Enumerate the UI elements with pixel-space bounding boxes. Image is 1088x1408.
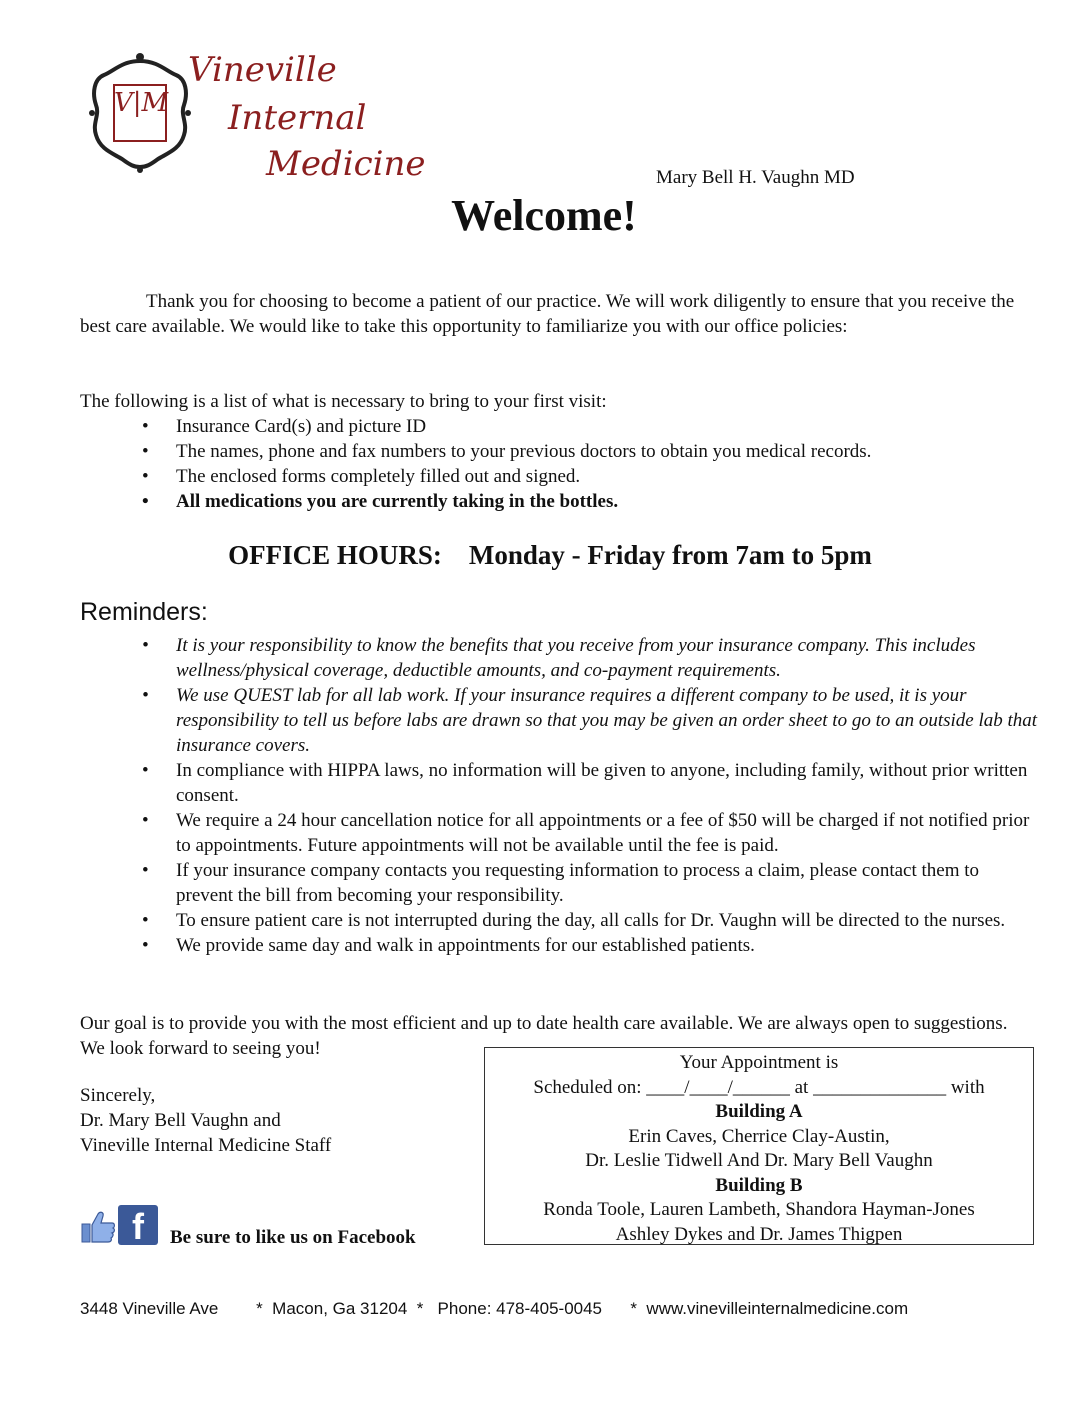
logo-line-1: Vineville <box>188 50 337 90</box>
bring-section <box>80 389 1035 514</box>
signoff-line-2: Dr. Mary Bell Vaughn and <box>80 1110 281 1131</box>
appointment-box <box>484 1047 1034 1245</box>
page-title: Welcome! <box>451 191 637 240</box>
list-item: • To ensure patient care is not interrupted during the day, all calls for Dr. Vaughn will be directed to the nurses. <box>80 908 1040 933</box>
logo-line-2: Internal <box>228 98 367 138</box>
facebook-icon[interactable]: f <box>118 1205 158 1245</box>
building-a-heading: Building A <box>715 1101 803 1122</box>
office-hours <box>0 540 1088 571</box>
list-item: • All medications you are currently taking in the bottles. <box>80 489 1035 514</box>
intro-paragraph: Thank you for choosing to become a patient of our practice. We will work diligently to ensure that you receive the best care available. We would like to take this opportunity to familiarize you with our office policies: <box>80 291 1015 337</box>
list-item: • If your insurance company contacts you requesting information to process a claim, please contact them to prevent the bill from becoming your responsibility. <box>80 858 1040 908</box>
signoff <box>80 1083 460 1158</box>
list-item: • Insurance Card(s) and picture ID <box>80 414 1035 439</box>
list-item: • We use QUEST lab for all lab work. If your insurance requires a different company to be used, it is your responsibility to tell us before labs are drawn so that you may be given an order sheet to go to an outside lab that insurance covers. <box>80 683 1040 758</box>
signoff-line-1: Sincerely, <box>80 1085 156 1106</box>
office-hours-label: OFFICE HOURS: <box>228 540 442 570</box>
logo-line-3: Medicine <box>266 144 426 184</box>
building-b-staff-2: Ashley Dykes and Dr. James Thigpen <box>615 1223 903 1245</box>
building-a-staff-1: Erin Caves, Cherrice Clay-Austin, <box>628 1125 890 1147</box>
building-b-staff-1: Ronda Toole, Lauren Lambeth, Shandora Hayman-Jones <box>543 1199 975 1220</box>
doctor-name: Mary Bell H. Vaughn MD <box>656 167 855 188</box>
list-item: • The enclosed forms completely filled out and signed. <box>80 464 1035 489</box>
list-item: • We provide same day and walk in appointments for our established patients. <box>80 933 1040 958</box>
footer-contact: 3448 Vineville Ave * Macon, Ga 31204 * Phone: 478-405-0045 * www.vinevilleinternalmedicine.com <box>80 1299 909 1318</box>
list-item: • The names, phone and fax numbers to your previous doctors to obtain you medical records. <box>80 439 1035 464</box>
building-b-heading: Building B <box>715 1174 803 1196</box>
practice-logo <box>88 48 438 188</box>
thumbs-up-icon[interactable] <box>80 1210 116 1244</box>
facebook-like-text[interactable]: Be sure to like us on Facebook <box>170 1227 416 1248</box>
reminders-title: Reminders: <box>80 598 208 626</box>
building-a-staff-2: Dr. Leslie Tidwell And Dr. Mary Bell Vaughn <box>585 1150 933 1171</box>
bring-intro: The following is a list of what is necessary to bring to your first visit: <box>80 391 607 412</box>
bring-list <box>0 414 1035 514</box>
goal-paragraph: Our goal is to provide you with the most efficient and up to date health care available. We are always open to suggestions. We look forward to seeing you! <box>80 1013 1008 1059</box>
logo-monogram: V|M <box>114 88 169 118</box>
signoff-line-3: Vineville Internal Medicine Staff <box>80 1135 332 1156</box>
list-item: • It is your responsibility to know the benefits that you receive from your insurance company. This includes wellness/physical coverage, deductible amounts, and co-payment requirements. <box>80 633 1040 683</box>
office-hours-value: Monday - Friday from 7am to 5pm <box>468 540 872 570</box>
appointment-title: Your Appointment is <box>679 1052 839 1073</box>
reminders-list <box>0 633 1040 958</box>
list-item: • In compliance with HIPPA laws, no information will be given to anyone, including family, without prior written consent. <box>80 758 1040 808</box>
appointment-scheduled: Scheduled on: ____/____/______ at ______________ with <box>533 1076 985 1098</box>
reminders-section <box>80 633 1040 958</box>
list-item: • We require a 24 hour cancellation notice for all appointments or a fee of $50 will be charged if not notified prior to appointments. Future appointments will not be available until the fee is paid. <box>80 808 1040 858</box>
